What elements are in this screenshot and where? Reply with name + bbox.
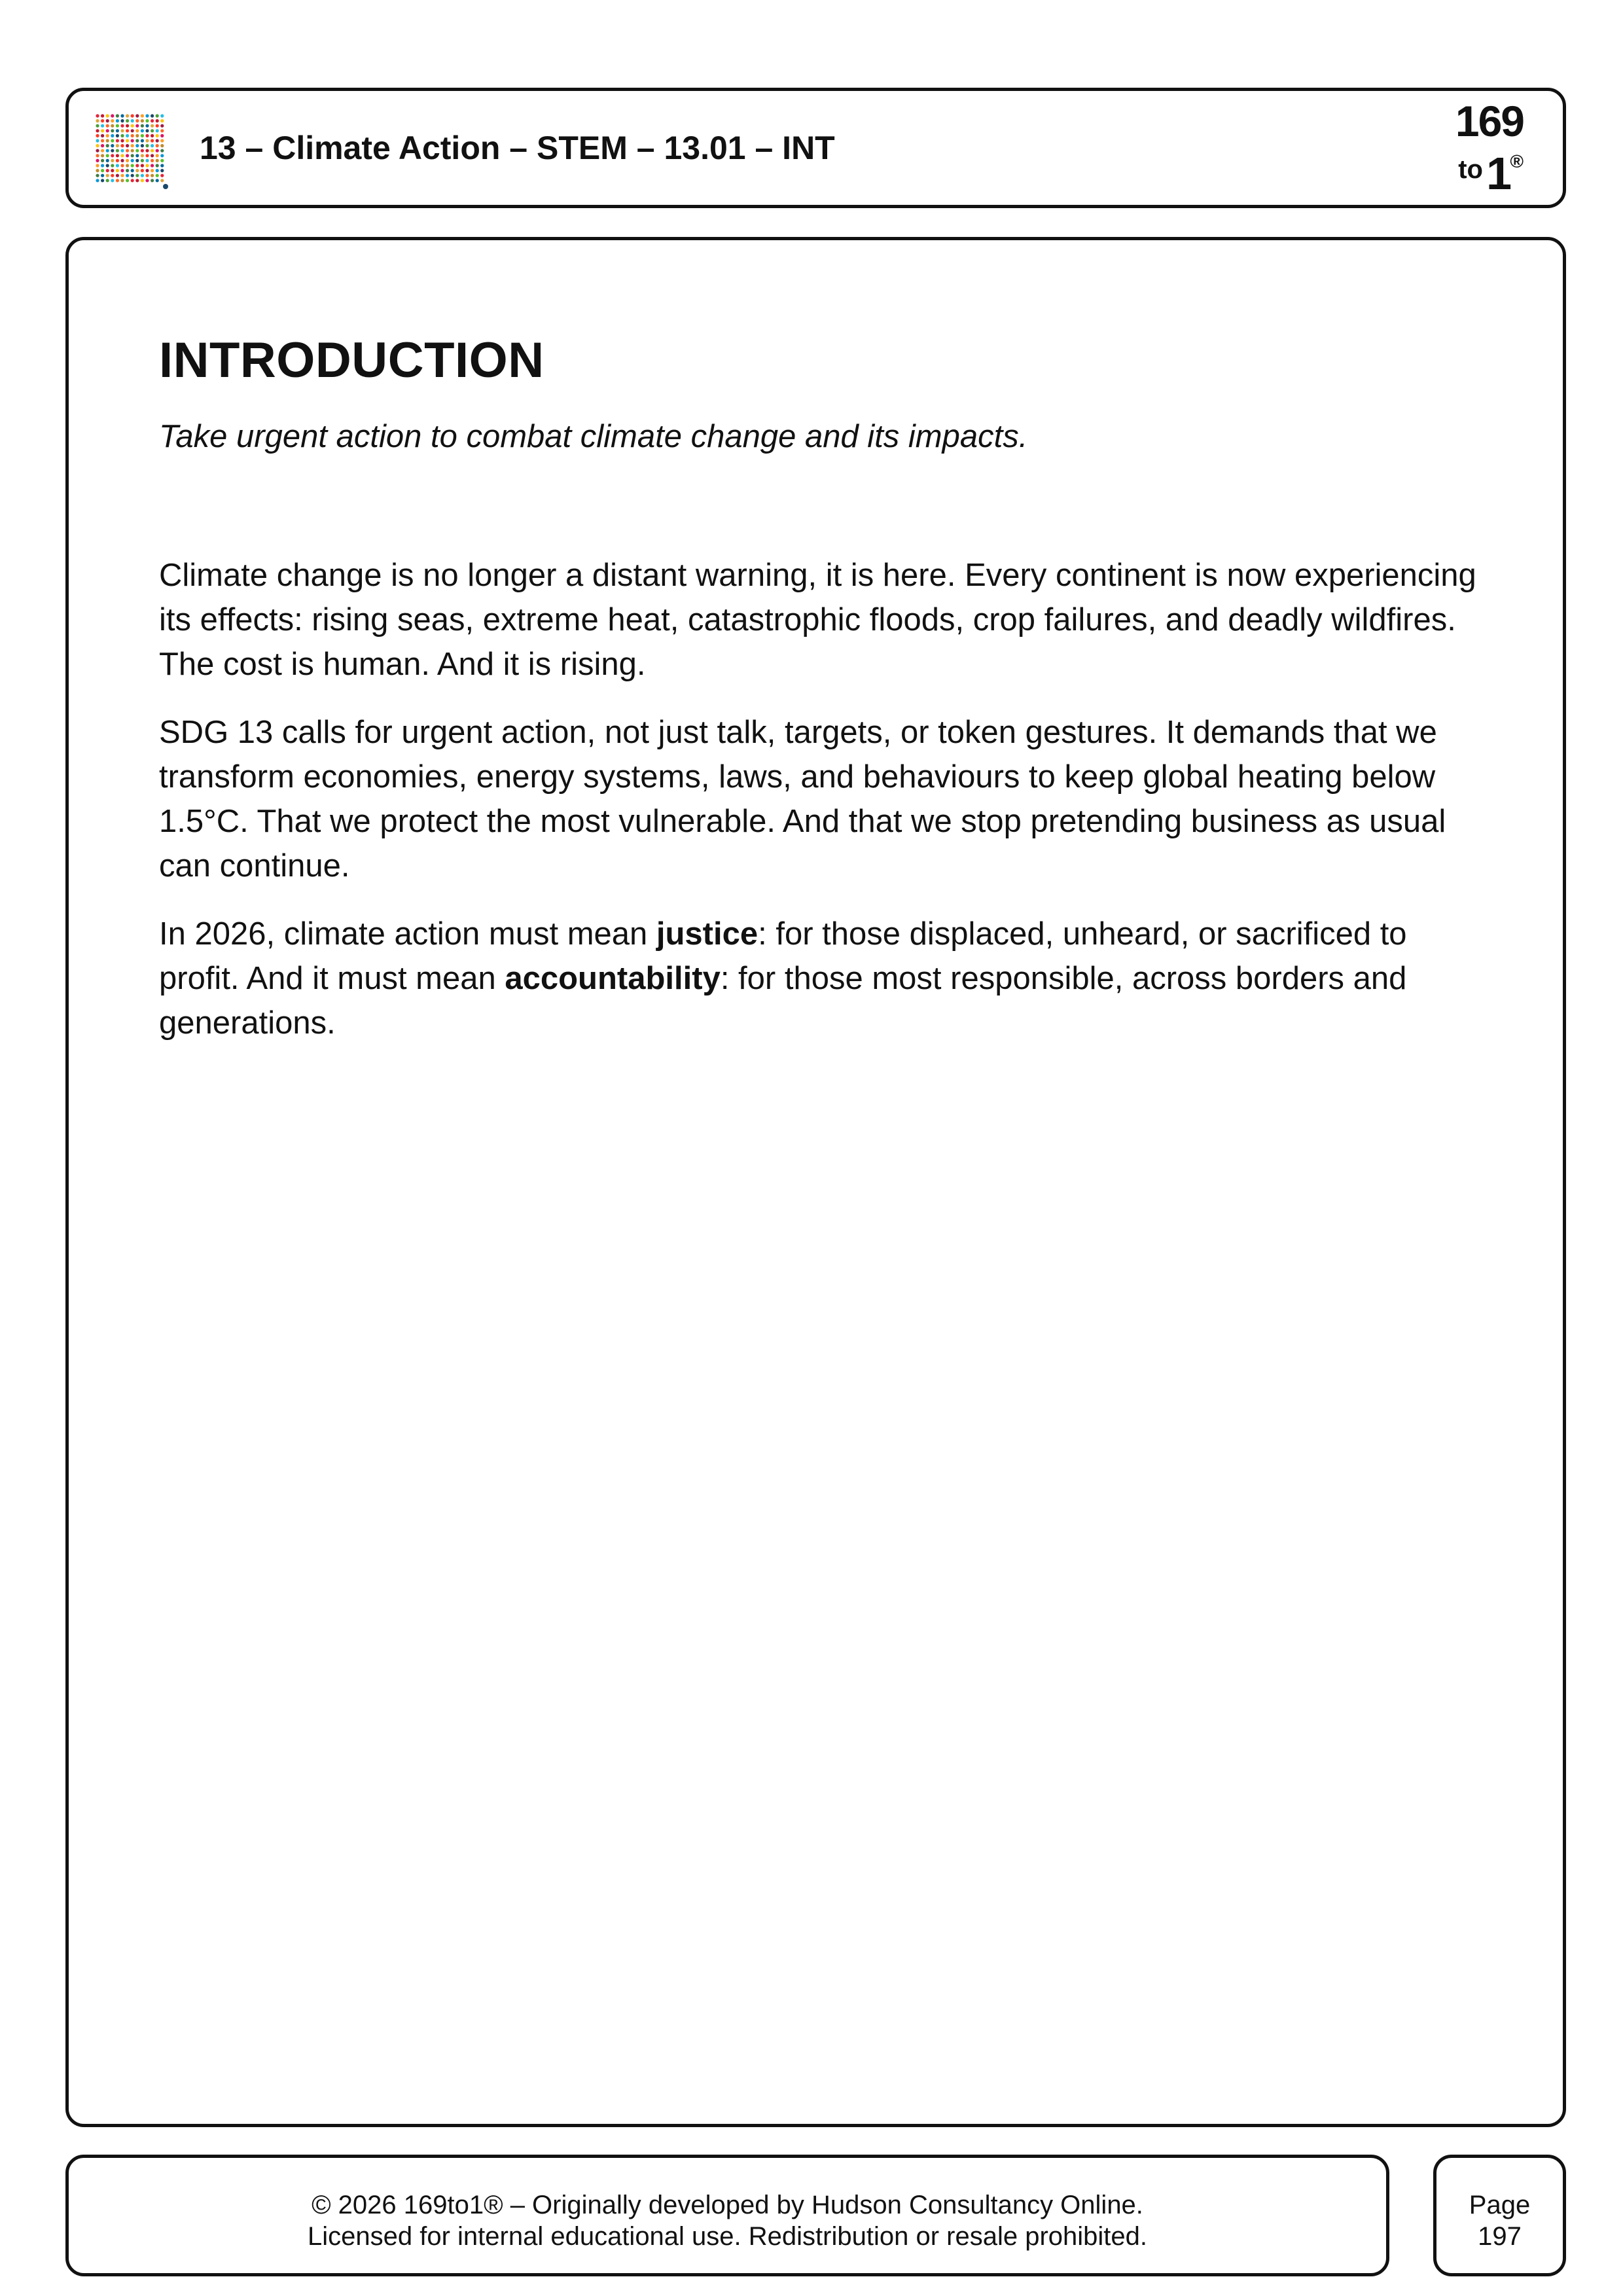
logo-dot [131, 124, 134, 128]
logo-dot [116, 139, 119, 142]
logo-dot [106, 179, 109, 182]
logo-dot [160, 114, 164, 117]
logo-dot [111, 149, 114, 152]
logo-dot [111, 164, 114, 167]
logo-dot [131, 134, 134, 137]
logo-dot [160, 169, 164, 172]
logo-dot [101, 169, 104, 172]
logo-dot [156, 124, 159, 128]
logo-dot [135, 114, 139, 117]
logo-dot [145, 119, 149, 122]
sdg-dot-grid-logo-icon [95, 113, 168, 189]
logo-dot [111, 144, 114, 147]
page-number [1436, 2189, 1563, 2252]
logo-dot [120, 114, 124, 117]
logo-dot [126, 149, 129, 152]
logo-dot [141, 114, 144, 117]
logo-dot [141, 154, 144, 157]
logo-dot [106, 169, 109, 172]
logo-dot [96, 144, 99, 147]
logo-dot [106, 159, 109, 162]
logo-dot [141, 164, 144, 167]
logo-dot [141, 129, 144, 132]
logo-dot [151, 159, 154, 162]
paragraph-1: Climate change is no longer a distant warning, it is here. Every continent is now experiencing its effects: rising seas, extreme heat, catastrophic floods, crop failures, and deadly wildfires. The cost is human. And it is rising. [159, 558, 1476, 682]
logo-dot [111, 159, 114, 162]
logo-dot [145, 154, 149, 157]
logo-dot [126, 134, 129, 137]
logo-dot [101, 179, 104, 182]
logo-dot [120, 129, 124, 132]
logo-dot [131, 169, 134, 172]
logo-accent-dot [163, 184, 168, 189]
logo-dot [120, 174, 124, 177]
logo-dot [156, 149, 159, 152]
logo-dot [106, 144, 109, 147]
logo-dot [151, 119, 154, 122]
logo-dot [106, 134, 109, 137]
logo-dot [101, 134, 104, 137]
logo-dot [131, 149, 134, 152]
logo-dot [145, 179, 149, 182]
paragraph-3-text-a: In 2026, climate action must mean [159, 916, 656, 952]
logo-dot [126, 114, 129, 117]
logo-dot [131, 179, 134, 182]
logo-dot [96, 154, 99, 157]
logo-dot [111, 129, 114, 132]
logo-dot [126, 174, 129, 177]
logo-dot [135, 119, 139, 122]
logo-dot [151, 129, 154, 132]
logo-dot [145, 174, 149, 177]
section-heading: INTRODUCTION [159, 332, 544, 388]
logo-dot [126, 179, 129, 182]
logo-dot [120, 119, 124, 122]
logo-dot [116, 119, 119, 122]
logo-dot [131, 159, 134, 162]
logo-dot [135, 169, 139, 172]
logo-dot [145, 114, 149, 117]
logo-dot [111, 169, 114, 172]
copyright-notice [69, 2189, 1386, 2252]
logo-dot [145, 159, 149, 162]
logo-dot [116, 164, 119, 167]
logo-dot [111, 179, 114, 182]
logo-dot [96, 164, 99, 167]
logo-dot [131, 154, 134, 157]
logo-dot [151, 134, 154, 137]
copyright-line-2: Licensed for internal educational use. Redistribution or resale prohibited. [308, 2222, 1147, 2251]
logo-dot [111, 174, 114, 177]
logo-dot [151, 174, 154, 177]
page-number-box [1433, 2155, 1566, 2276]
logo-dot [106, 114, 109, 117]
logo-dot [160, 139, 164, 142]
logo-dot [96, 159, 99, 162]
brand-logo [1425, 96, 1524, 201]
logo-dot [116, 134, 119, 137]
logo-dot [131, 174, 134, 177]
logo-dot [135, 129, 139, 132]
paragraph-3-text-b: : for those displaced, unheard, or sacrificed to profit. And it must mean [159, 916, 1407, 996]
logo-dot [126, 129, 129, 132]
justice-term: justice [656, 916, 758, 952]
logo-dot [141, 174, 144, 177]
logo-dot [131, 164, 134, 167]
logo-dot [145, 139, 149, 142]
logo-dot [116, 169, 119, 172]
logo-dot [126, 169, 129, 172]
brand-number: 169 [1455, 97, 1524, 145]
logo-dot [106, 119, 109, 122]
logo-dot [101, 159, 104, 162]
logo-dot [151, 179, 154, 182]
logo-dot [141, 149, 144, 152]
logo-dot [145, 134, 149, 137]
logo-dot [120, 144, 124, 147]
logo-dot [151, 169, 154, 172]
logo-dot [156, 134, 159, 137]
logo-dot [101, 129, 104, 132]
logo-dot [96, 149, 99, 152]
logo-dot [145, 149, 149, 152]
logo-dot [116, 149, 119, 152]
logo-dot [120, 164, 124, 167]
logo-dot [151, 164, 154, 167]
logo-dot [135, 149, 139, 152]
logo-dot [96, 139, 99, 142]
logo-dot [156, 179, 159, 182]
accountability-term: accountability [505, 961, 721, 996]
brand-registered-mark: ® [1510, 151, 1524, 171]
logo-dot [135, 174, 139, 177]
logo-dot [126, 154, 129, 157]
logo-dot [101, 164, 104, 167]
logo-dot [151, 114, 154, 117]
logo-dot [141, 134, 144, 137]
logo-dot [135, 124, 139, 128]
logo-dot [145, 144, 149, 147]
logo-dot [156, 159, 159, 162]
logo-dot [120, 124, 124, 128]
logo-dot [116, 154, 119, 157]
logo-dot [106, 174, 109, 177]
logo-dot [141, 144, 144, 147]
logo-dot [156, 164, 159, 167]
logo-dot [101, 119, 104, 122]
logo-dot [101, 114, 104, 117]
logo-dot [96, 124, 99, 128]
logo-dot [96, 119, 99, 122]
page-number-value: 197 [1478, 2222, 1522, 2251]
logo-dot [120, 139, 124, 142]
logo-dot [111, 124, 114, 128]
logo-dot [141, 119, 144, 122]
logo-dot [141, 179, 144, 182]
logo-dot [101, 154, 104, 157]
logo-dot [135, 154, 139, 157]
logo-dot [111, 119, 114, 122]
logo-dot [116, 129, 119, 132]
logo-dot [156, 114, 159, 117]
paragraph-2: SDG 13 calls for urgent action, not just talk, targets, or token gestures. It demands that we transform economies, energy systems, laws, and behaviours to keep global heating below 1.5°C. That we protect the most vulnerable. And that we stop pretending business as usual can continue. [159, 715, 1446, 884]
logo-dot [141, 169, 144, 172]
logo-dot [145, 169, 149, 172]
logo-dot [120, 154, 124, 157]
paragraph-3-text-c: : for those most responsible, across borders and generations. [159, 961, 1407, 1041]
content-panel [65, 237, 1566, 2127]
logo-dot [151, 154, 154, 157]
logo-dot [116, 124, 119, 128]
logo-dot [156, 174, 159, 177]
logo-dot [120, 134, 124, 137]
logo-dot [135, 144, 139, 147]
logo-dot [116, 144, 119, 147]
logo-dot [116, 114, 119, 117]
section-subtitle: Take urgent action to combat climate change and its impacts. [159, 419, 1028, 454]
logo-dot [160, 134, 164, 137]
logo-dot [96, 129, 99, 132]
logo-dot [141, 139, 144, 142]
logo-dot [106, 129, 109, 132]
logo-dot [160, 164, 164, 167]
logo-dot [156, 154, 159, 157]
logo-dot [96, 114, 99, 117]
logo-dot [120, 149, 124, 152]
logo-dot [116, 174, 119, 177]
logo-dot [106, 124, 109, 128]
logo-dot [106, 149, 109, 152]
logo-dot [96, 174, 99, 177]
copyright-line-1: © 2026 169to1® – Originally developed by Hudson Consultancy Online. [312, 2191, 1143, 2219]
logo-dot [106, 139, 109, 142]
logo-dot [160, 124, 164, 128]
logo-dot [96, 134, 99, 137]
page-header [65, 88, 1566, 208]
logo-dot [135, 159, 139, 162]
logo-dot [160, 119, 164, 122]
logo-dot [120, 159, 124, 162]
logo-dot [116, 179, 119, 182]
logo-dot [160, 129, 164, 132]
logo-dot [131, 139, 134, 142]
logo-dot [135, 164, 139, 167]
logo-dot [131, 144, 134, 147]
logo-dot [126, 159, 129, 162]
logo-dot [156, 119, 159, 122]
logo-dot [96, 179, 99, 182]
logo-dot [111, 139, 114, 142]
logo-dot [111, 114, 114, 117]
logo-dot [135, 139, 139, 142]
logo-dot [116, 159, 119, 162]
logo-dot [160, 159, 164, 162]
logo-dot [120, 169, 124, 172]
paragraph-3 [159, 912, 1488, 1045]
logo-dot [126, 139, 129, 142]
logo-dot [126, 164, 129, 167]
logo-dot [151, 124, 154, 128]
logo-dot [156, 139, 159, 142]
logo-dot [126, 144, 129, 147]
logo-dot [101, 139, 104, 142]
logo-dot [145, 124, 149, 128]
logo-dot [120, 179, 124, 182]
logo-dot [106, 154, 109, 157]
brand-one: 1 [1486, 148, 1512, 199]
footer-credit [65, 2155, 1389, 2276]
logo-dot [131, 119, 134, 122]
logo-dot [145, 164, 149, 167]
logo-dot [160, 179, 164, 182]
logo-dot [160, 154, 164, 157]
logo-dot [106, 164, 109, 167]
logo-dot [126, 119, 129, 122]
brand-to: to [1458, 155, 1483, 184]
page-title: 13 – Climate Action – STEM – 13.01 – INT [200, 130, 835, 166]
logo-dot [151, 144, 154, 147]
logo-dot [160, 149, 164, 152]
logo-dot [156, 144, 159, 147]
logo-dot [101, 124, 104, 128]
logo-dot [101, 144, 104, 147]
logo-dot [151, 139, 154, 142]
logo-dot [141, 159, 144, 162]
logo-dot [131, 114, 134, 117]
logo-dot [111, 134, 114, 137]
logo-dot [96, 169, 99, 172]
logo-dot [111, 154, 114, 157]
page-label: Page [1469, 2191, 1531, 2219]
logo-dot [156, 129, 159, 132]
body-text [159, 553, 1488, 1069]
logo-dot [156, 169, 159, 172]
logo-dot [131, 129, 134, 132]
logo-dot [151, 149, 154, 152]
logo-dot [145, 129, 149, 132]
logo-dot [101, 149, 104, 152]
logo-dot [101, 174, 104, 177]
logo-dot [160, 174, 164, 177]
logo-dot [160, 144, 164, 147]
logo-dot [135, 179, 139, 182]
logo-dot [135, 134, 139, 137]
logo-dot [126, 124, 129, 128]
logo-dot [141, 124, 144, 128]
